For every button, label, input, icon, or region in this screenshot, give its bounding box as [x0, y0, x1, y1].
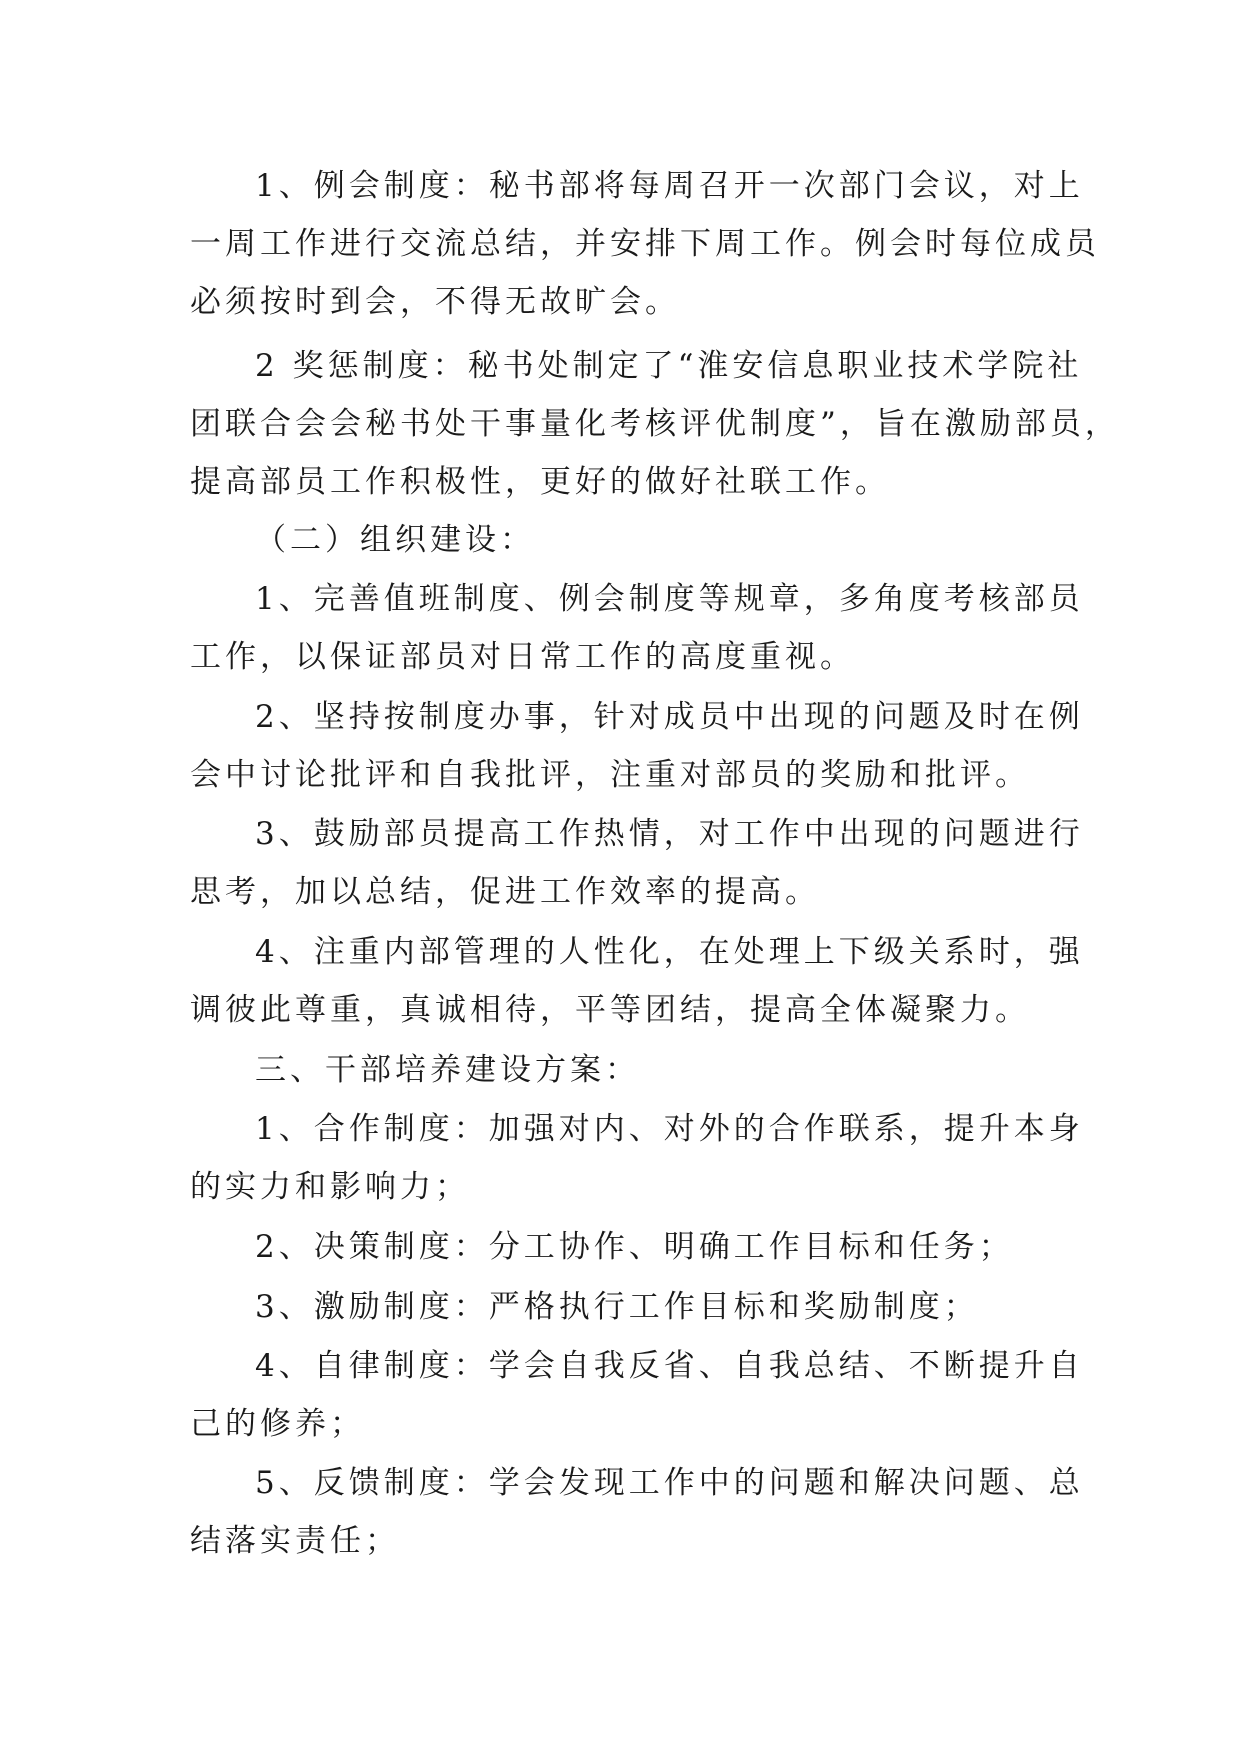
paragraph-6-line-1: 3、鼓励部员提高工作热情，对工作中出现的问题进行: [255, 816, 1084, 852]
paragraph-12-line-2: 己的修养；: [190, 1406, 365, 1442]
section-heading-organization: （二）组织建设：: [255, 522, 535, 558]
paragraph-2-line-1: 2 奖惩制度：秘书处制定了“淮安信息职业技术学院社: [255, 348, 1083, 384]
paragraph-1-line-2: 一周工作进行交流总结，并安排下周工作。例会时每位成员: [190, 226, 1100, 262]
paragraph-7-line-2: 调彼此尊重，真诚相待，平等团结，提高全体凝聚力。: [190, 992, 1030, 1028]
paragraph-7-line-1: 4、注重内部管理的人性化，在处理上下级关系时，强: [255, 934, 1084, 970]
paragraph-13-line-2: 结落实责任；: [190, 1523, 400, 1559]
paragraph-6-line-2: 思考，加以总结，促进工作效率的提高。: [190, 874, 820, 910]
paragraph-9-line-2: 的实力和影响力；: [190, 1169, 470, 1205]
paragraph-4-line-1: 1、完善值班制度、例会制度等规章，多角度考核部员: [255, 581, 1084, 617]
paragraph-4-line-2: 工作，以保证部员对日常工作的高度重视。: [190, 639, 855, 675]
paragraph-5-line-2: 会中讨论批评和自我批评，注重对部员的奖励和批评。: [190, 757, 1030, 793]
paragraph-2-line-2: 团联合会会秘书处干事量化考核评优制度”，旨在激励部员，: [190, 406, 1120, 442]
paragraph-9-line-1: 1、合作制度：加强对内、对外的合作联系，提升本身: [255, 1111, 1084, 1147]
paragraph-2-line-3: 提高部员工作积极性，更好的做好社联工作。: [190, 464, 890, 500]
section-heading-cadre-training: 三、干部培养建设方案：: [255, 1052, 640, 1088]
paragraph-10-line-1: 2、决策制度：分工协作、明确工作目标和任务；: [255, 1229, 1014, 1265]
paragraph-5-line-1: 2、坚持按制度办事，针对成员中出现的问题及时在例: [255, 699, 1084, 735]
paragraph-12-line-1: 4、自律制度：学会自我反省、自我总结、不断提升自: [255, 1348, 1084, 1384]
paragraph-1-line-3: 必须按时到会，不得无故旷会。: [190, 284, 680, 320]
paragraph-1-line-1: 1、例会制度：秘书部将每周召开一次部门会议，对上: [255, 168, 1084, 204]
paragraph-11-line-1: 3、激励制度：严格执行工作目标和奖励制度；: [255, 1289, 979, 1325]
paragraph-13-line-1: 5、反馈制度：学会发现工作中的问题和解决问题、总: [255, 1465, 1084, 1501]
